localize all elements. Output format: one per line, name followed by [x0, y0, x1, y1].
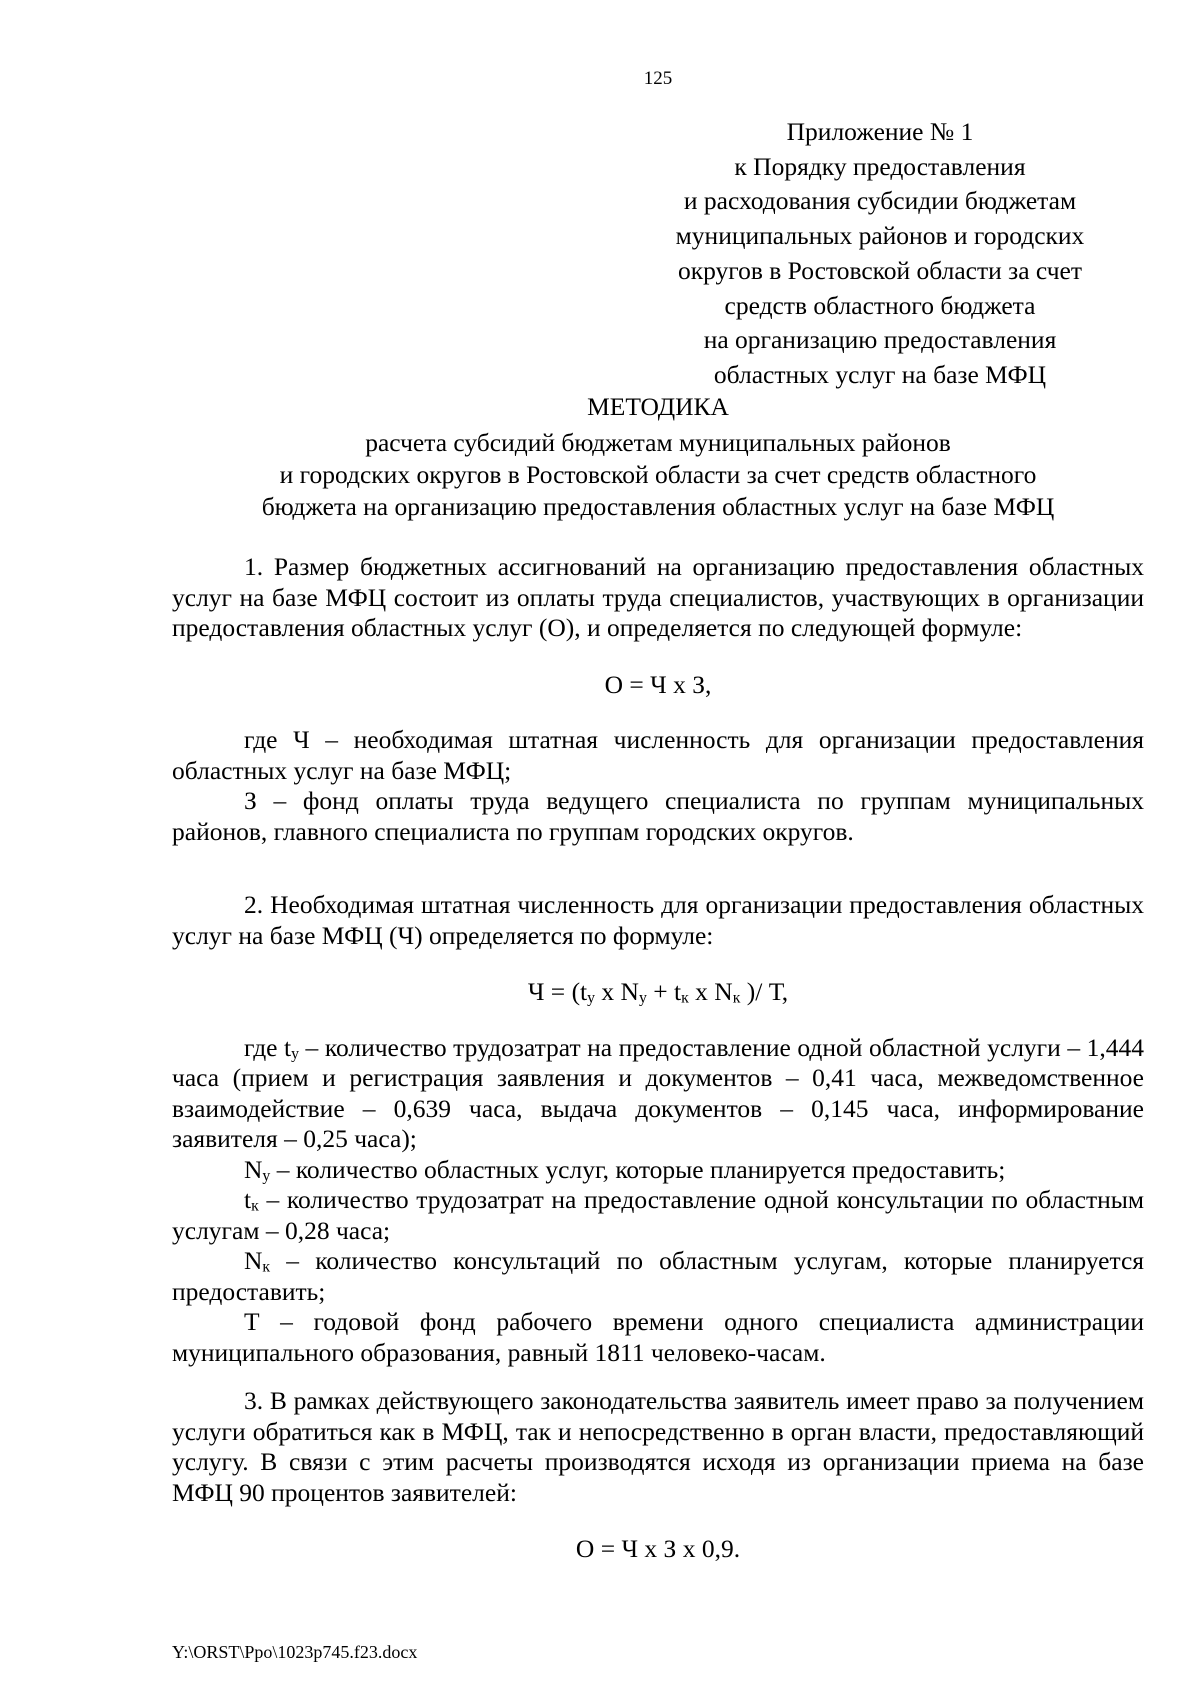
document-subtitle: [0, 427, 1200, 523]
appendix-line: муниципальных районов и городских: [675, 221, 1085, 251]
definition-nk: $N_к$ – количество консультаций по областным услугам, которые планируется предоставить;: [172, 1246, 1144, 1306]
section-3-paragraph: 3. В рамках действующего законодательства заявитель имеет право за получением услуги обратиться как в МФЦ, так и непосредственно в орган власти, предоставляющий услугу. В связи с этим расчеты производятся исходя из организации приема на базе МФЦ 90 процентов заявителей:: [172, 1386, 1144, 1507]
section-1-paragraph: 1. Размер бюджетных ассигнований на организацию предоставления областных услуг на базе МФЦ состоит из оплаты труда специалистов, участвующих в организации предоставления областных услуг (О), и определяется по следующей формуле:: [172, 552, 1144, 642]
definition-ch: где Ч – необходимая штатная численность для организации предоставления областных услуг на базе МФЦ;: [172, 725, 1144, 785]
section-2: [172, 890, 1144, 1368]
appendix-line: Приложение № 1: [786, 117, 974, 146]
definition-ny: $N_у$ – количество областных услуг, которые планируется предоставить;: [244, 1154, 1006, 1184]
subtitle-line: бюджета на организацию предоставления областных услуг на базе МФЦ: [261, 492, 1055, 521]
section-2-paragraph: 2. Необходимая штатная численность для организации предоставления областных услуг на базе МФЦ (Ч) определяется по формуле:: [172, 890, 1144, 950]
definition-ty: где $t_у$ – количество трудозатрат на предоставление одной областной услуги – 1,444 часа (прием и регистрация заявления и документов – 0,41 часа, межведомственное взаимодействие – 0,639 часа, выдача документов – 0,145 часа, информирование заявителя – 0,25 часа);: [172, 1032, 1144, 1153]
appendix-line: к Порядку предоставления: [734, 151, 1026, 181]
section-3: [172, 1386, 1144, 1565]
appendix-line: округов в Ростовской области за счет: [677, 255, 1083, 285]
definition-z: З – фонд оплаты труда ведущего специалиста по группам муниципальных районов, главного специалиста по группам городских округов.: [172, 786, 1144, 846]
document-title: МЕТОДИКА: [587, 392, 729, 421]
appendix-header: [620, 115, 1140, 393]
subtitle-line: и городских округов в Ростовской области за счет средств областного: [279, 460, 1037, 489]
page-number: 125: [643, 68, 673, 89]
section-1: [172, 552, 1144, 847]
subtitle-line: расчета субсидий бюджетам муниципальных районов: [365, 428, 951, 457]
formula-ch: $Ч = (t_у$ х $N_у + t_к$ х $N_к$ )/ Т,: [527, 977, 789, 1007]
appendix-line: средств областного бюджета: [724, 290, 1036, 320]
definition-t: Т – годовой фонд рабочего времени одного специалиста администрации муниципального образования, равный 1811 человеко-часам.: [172, 1307, 1144, 1367]
definition-tk: $t_к$ – количество трудозатрат на предоставление одной консультации по областным услугам – 0,28 часа;: [172, 1185, 1144, 1245]
formula-o: О = Ч х З,: [604, 669, 712, 699]
file-path-footer: Y:\ORST\Ppo\1023p745.f23.docx: [172, 1642, 418, 1662]
appendix-line: на организацию предоставления: [703, 325, 1057, 355]
formula-o-09: О = Ч х З х 0,9.: [575, 1534, 741, 1563]
appendix-line: областных услуг на базе МФЦ: [713, 359, 1047, 389]
appendix-line: и расходования субсидии бюджетам: [683, 186, 1077, 216]
